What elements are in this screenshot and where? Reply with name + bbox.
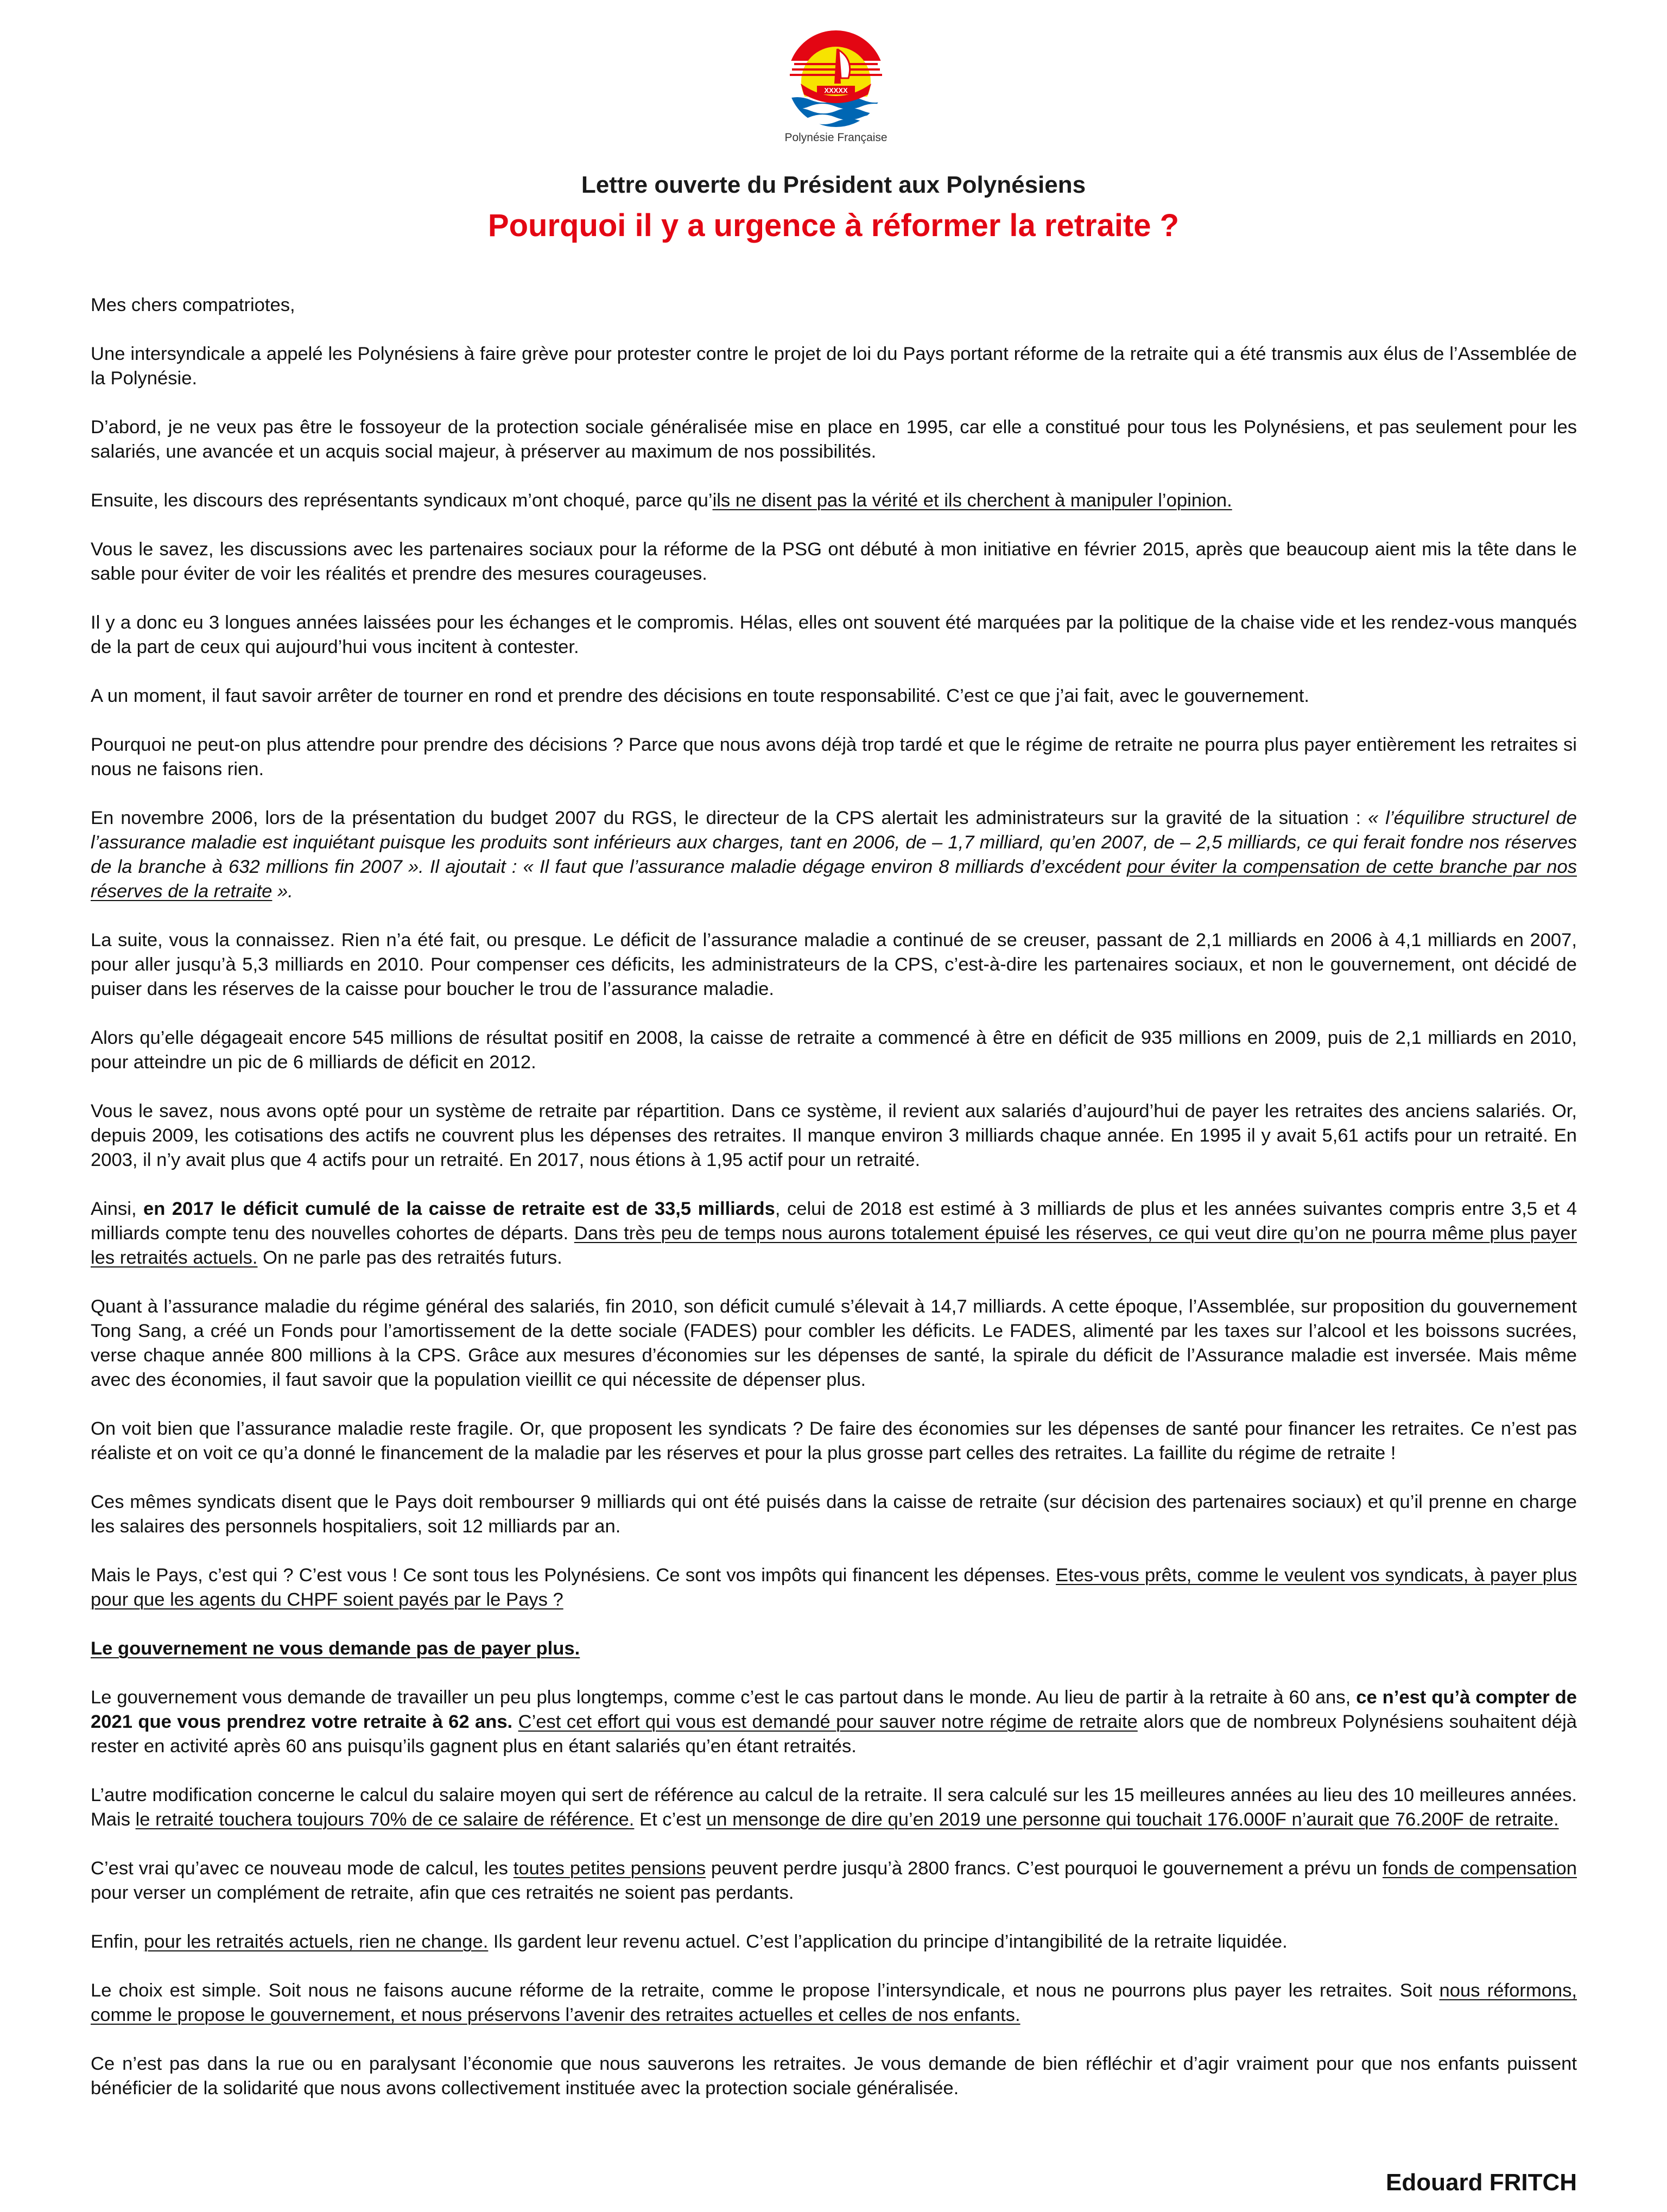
paragraph: Le choix est simple. Soit nous ne faisons aucune réforme de la retraite, comme le propose l’intersyndicale, et nous ne pourrons plus payer les retraites. Soit nous réformons, comme le propose le gouvernement, et nous préservons l’avenir des retraites actuelles et celles de nos enfants. xyxy=(91,1980,1577,2025)
paragraph: L’autre modification concerne le calcul du salaire moyen qui sert de référence au calcul de la retraite. Il sera calculé sur les 15 meilleures années au lieu des 10 meilleures années. Mais le retraité touchera toujours 70% de ce salaire de référence. Et c’est un mensonge de dire qu’en 2019 une personne qui touchait 176.000F n’aurait que 76.200F de retraite. xyxy=(91,1785,1577,1830)
paragraph: Ces mêmes syndicats disent que le Pays doit rembourser 9 milliards qui ont été puisés dans la caisse de retraite (sur décision des partenaires sociaux) et qu’il prenne en charge les salaires des personnels hospitaliers, soit 12 milliards par an. xyxy=(91,1492,1577,1537)
paragraph-emphasis: Le gouvernement ne vous demande pas de payer plus. xyxy=(91,1638,580,1659)
logo-caption: Polynésie Française xyxy=(784,131,888,144)
letter-title: Lettre ouverte du Président aux Polynésiens xyxy=(581,172,1086,198)
paragraph: Ensuite, les discours des représentants syndicaux m’ont choqué, parce qu’ils ne disent pas la vérité et ils cherchent à manipuler l’opinion. xyxy=(91,490,1232,511)
paragraph: Mais le Pays, c’est qui ? C’est vous ! Ce sont tous les Polynésiens. Ce sont vos impôts qui financent les dépenses. Etes-vous prêts, comme le veulent vos syndicats, à payer plus pour que les agents du CHPF soient payés par le Pays ? xyxy=(91,1565,1577,1610)
paragraph: A un moment, il faut savoir arrêter de tourner en rond et prendre des décisions en toute responsabilité. C’est ce que j’ai fait, avec le gouvernement. xyxy=(91,686,1309,706)
paragraph: Une intersyndicale a appelé les Polynésiens à faire grève pour protester contre le projet de loi du Pays portant réforme de la retraite qui a été transmis aux élus de l’Assemblée de la Polynésie. xyxy=(91,344,1577,389)
paragraph: La suite, vous la connaissez. Rien n’a été fait, ou presque. Le déficit de l’assurance maladie a continué de se creuser, passant de 2,1 milliards en 2006 à 4,1 milliards en 2007, pour aller jusqu’à 5,3 milliards en 2010. Pour compenser ces déficits, les administrateurs de la CPS, c’est-à-dire les partenaires sociaux, et non le gouvernement, ont décidé de puiser dans les réserves de la caisse pour boucher le trou de l’assurance maladie. xyxy=(91,930,1577,999)
paragraph: Alors qu’elle dégageait encore 545 millions de résultat positif en 2008, la caisse de retraite a commencé à être en déficit de 935 millions en 2009, puis de 2,1 milliards en 2010, pour atteindre un pic de 6 milliards de déficit en 2012. xyxy=(91,1028,1577,1073)
paragraph: D’abord, je ne veux pas être le fossoyeur de la protection sociale généralisée mise en place en 1995, car elle a constitué pour tous les Polynésiens, et pas seulement pour les salariés, une avancée et un acquis social majeur, à préserver au maximum de nos possibilités. xyxy=(91,417,1577,462)
paragraph: Il y a donc eu 3 longues années laissées pour les échanges et le compromis. Hélas, elles ont souvent été marquées par la politique de la chaise vide et les rendez-vous manqués de la part de ceux qui aujourd’hui vous incitent à contester. xyxy=(91,612,1577,657)
paragraph: En novembre 2006, lors de la présentation du budget 2007 du RGS, le directeur de la CPS alertait les administrateurs sur la gravité de la situation : « l’équilibre structurel de l’assurance maladie est inquiétant puisque les produits sont inférieurs aux charges, tant en 2006, de – 1,7 milliard, qu’en 2007, de – 2,5 milliards, ce qui ferait fondre nos réserves de la branche à 632 millions fin 2007 ». Il ajoutait : « Il faut que l’assurance maladie dégage environ 8 milliards d’excédent pour éviter la compensation de cette branche par nos réserves de la retraite ». xyxy=(91,808,1577,902)
paragraph: C’est vrai qu’avec ce nouveau mode de calcul, les toutes petites pensions peuvent perdre jusqu’à 2800 francs. C’est pourquoi le gouvernement a prévu un fonds de compensation pour verser un complément de retraite, afin que ces retraités ne soient pas perdants. xyxy=(91,1858,1577,1903)
signature: Edouard FRITCH xyxy=(1386,2169,1577,2196)
paragraph: Vous le savez, nous avons opté pour un système de retraite par répartition. Dans ce système, il revient aux salariés d’aujourd’hui de payer les retraites des anciens salariés. Or, depuis 2009, les cotisations des actifs ne couvrent plus les dépenses des retraites. Il manque environ 3 milliards chaque année. En 1995 il y avait 5,61 actifs pour un retraité. En 2003, il n’y avait plus que 4 actifs pour un retraité. En 2017, nous étions à 1,95 actif pour un retraité. xyxy=(91,1101,1577,1170)
paragraph: Vous le savez, les discussions avec les partenaires sociaux pour la réforme de la PSG ont débuté à mon initiative en février 2015, après que beaucoup aient mis la tête dans le sable pour éviter de voir les réalités et prendre des mesures courageuses. xyxy=(91,539,1577,584)
salutation: Mes chers compatriotes, xyxy=(91,295,295,315)
svg-text:XXXXX: XXXXX xyxy=(824,86,848,94)
paragraph: On voit bien que l’assurance maladie reste fragile. Or, que proposent les syndicats ? De faire des économies sur les dépenses de santé pour financer les retraites. Ce n’est pas réaliste et on voit ce qu’a donné le financement de la maladie par les réserves et pour la plus grosse part celles des retraites. La faillite du régime de retraite ! xyxy=(91,1418,1577,1463)
paragraph: Enfin, pour les retraités actuels, rien ne change. Ils gardent leur revenu actuel. C’est l’application du principe d’intangibilité de la retraite liquidée. xyxy=(91,1931,1288,1952)
paragraph: Quant à l’assurance maladie du régime général des salariés, fin 2010, son déficit cumulé s’élevait à 14,7 milliards. A cette époque, l’Assemblée, sur proposition du gouvernement Tong Sang, a créé un Fonds pour l’amortissement de la dette sociale (FADES) pour combler les déficits. Le FADES, alimenté par les taxes sur l’alcool et les boissons sucrées, verse chaque année 800 millions à la CPS. Grâce aux mesures d’économies sur les dépenses de santé, la spirale du déficit de l’Assurance maladie est inversée. Mais même avec des économies, il faut savoir que la population vieillit ce qui nécessite de dépenser plus. xyxy=(91,1296,1577,1390)
paragraph: Le gouvernement vous demande de travailler un peu plus longtemps, comme c’est le cas partout dans le monde. Au lieu de partir à la retraite à 60 ans, ce n’est qu’à compter de 2021 que vous prendrez votre retraite à 62 ans. C’est cet effort qui vous est demandé pour sauver notre régime de retraite alors que de nombreux Polynésiens souhaitent déjà rester en activité après 60 ans puisqu’ils gagnent plus en étant salariés qu’en étant retraités. xyxy=(91,1687,1577,1757)
letter-body xyxy=(91,293,1577,2125)
polynesie-francaise-logo xyxy=(776,27,896,144)
paragraph: Ce n’est pas dans la rue ou en paralysant l’économie que nous sauverons les retraites. Je vous demande de bien réfléchir et d’agir vraiment pour que nos enfants puissent bénéficier de la solidarité que nous avons collectivement instituée avec la protection sociale généralisée. xyxy=(91,2053,1577,2099)
paragraph: Pourquoi ne peut-on plus attendre pour prendre des décisions ? Parce que nous avons déjà trop tardé et que le régime de retraite ne pourra plus payer entièrement les retraites si nous ne faisons rien. xyxy=(91,734,1577,779)
coat-of-arms-icon xyxy=(784,27,888,130)
paragraph: Ainsi, en 2017 le déficit cumulé de la caisse de retraite est de 33,5 milliards, celui de 2018 est estimé à 3 milliards de plus et les années suivantes compris entre 3,5 et 4 milliards compte tenu des nouvelles cohortes de départs. Dans très peu de temps nous aurons totalement épuisé les réserves, ce qui veut dire qu’on ne pourra même plus payer les retraités actuels. On ne parle pas des retraités futurs. xyxy=(91,1199,1577,1268)
letter-headline: Pourquoi il y a urgence à réformer la retraite ? xyxy=(487,208,1180,243)
